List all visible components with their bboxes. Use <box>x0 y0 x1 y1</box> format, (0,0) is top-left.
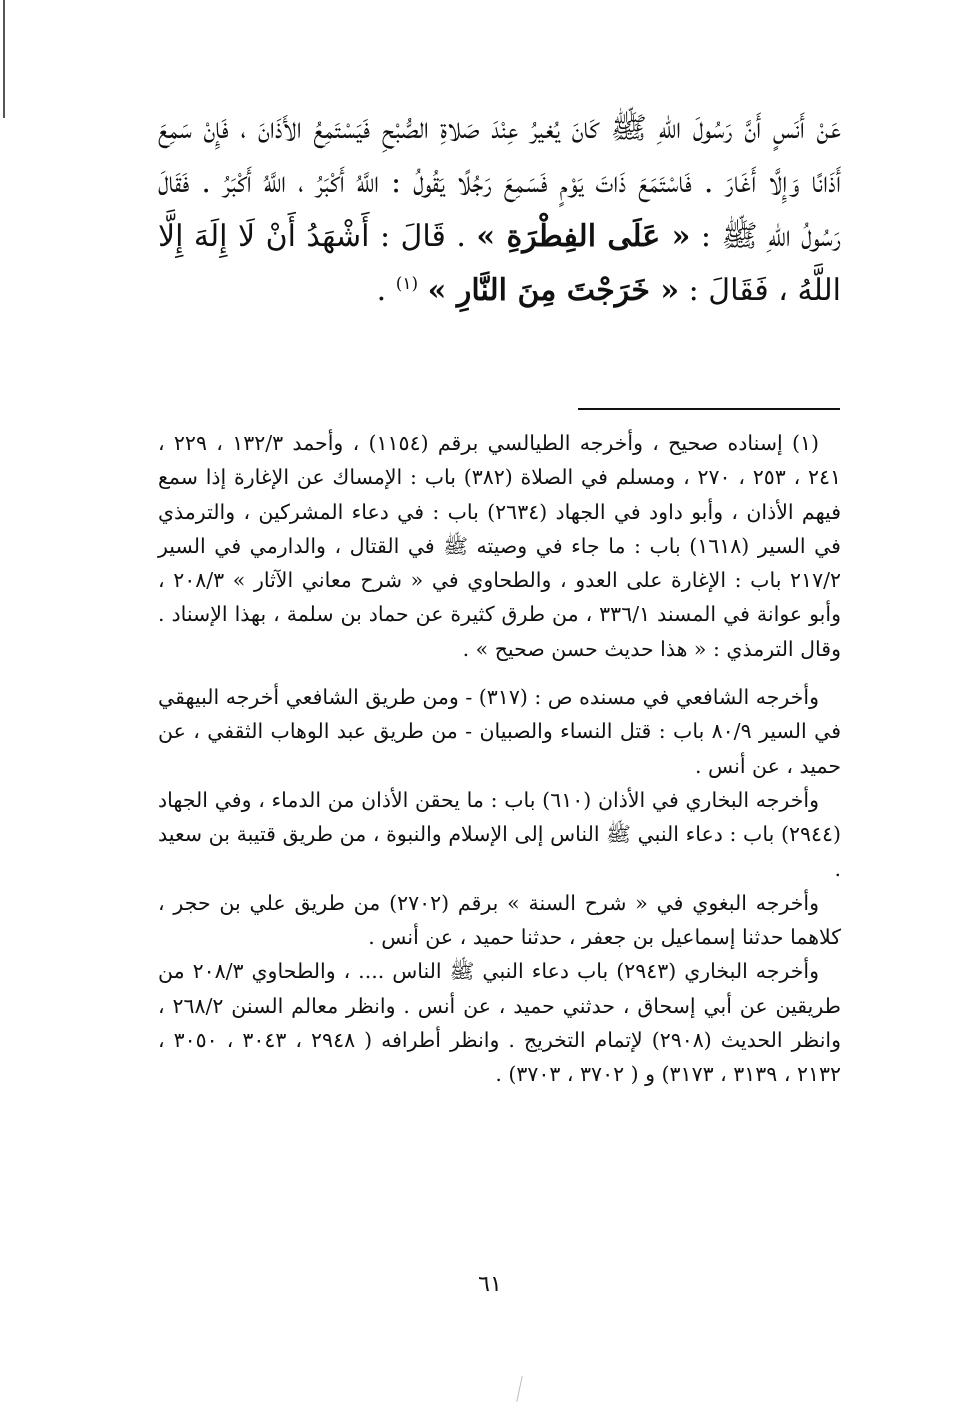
hadith-quote-nar: « خَرَجْتَ مِنَ النَّارِ » <box>427 273 680 308</box>
page-edge-line <box>3 0 5 118</box>
page-number: ٦١ <box>478 1272 502 1297</box>
footnote-paragraph-5: وأخرجه البخاري (٢٩٤٣) باب دعاء النبي ﷺ الناس .... ، والطحاوي ٢٠٨/٣ من طريقين عن أبي إسحاق ، حدثني حميد ، عن أنس . وانظر معالم السنن ٢٦٨/٢ ، وانظر الحديث (٢٩٠٨) لإتمام التخريج . وانظر أطرافه ( ٢٩٤٨ ، ٣٠٤٣ ، ٣٠٥٠ ، ٢١٣٢ ، ٣١٣٩ ، ٣١٧٣) و ( ٣٧٠٢ ، ٣٧٠٣) . <box>158 959 842 1087</box>
footnote-paragraph-2: وأخرجه الشافعي في مسنده ص : (٣١٧) - ومن طريق الشافعي أخرجه البيهقي في السير ٨٠/٩ باب : قتل النساء والصبيان - من طريق عبد الوهاب الثقفي ، عن حميد ، عن أنس . <box>158 685 841 778</box>
hadith-middle: . قَالَ : أَشْهَدُ أَنْ لَا إِلَهَ إِلَّا اللَّهُ ، فَقَالَ : <box>158 219 841 308</box>
footnote-reference: (١) <box>395 274 419 294</box>
footnote-paragraph-4: وأخرجه البغوي في « شرح السنة » برقم (٢٧٠٢) من طريق علي بن حجر ، كلاهما حدثنا إسماعيل بن جعفر ، حدثنا حميد ، عن أنس . <box>158 890 841 950</box>
hadith-end: . <box>376 273 387 308</box>
footnote-separator <box>578 408 840 410</box>
hadith-paragraph <box>158 102 841 318</box>
hadith-narration: عَنْ أَنَسٍ أَنَّ رَسُولَ اللهِ ﷺ كَانَ يُغيرُ عِنْدَ صَلاةِ الصُّبْحِ فَيَسْتَمِعُ الأَذَانَ ، فَإِنْ سَمِعَ أَذَانًا وَإِلَّا أَغَارَ . فَاسْتَمَعَ ذَاتَ يَوْمٍ فَسَمِعَ رَجُلًا يَقُولُ : اللَّهُ أَكْبَرُ ، اللَّهُ أَكْبَرُ . فَقَالَ رَسُولُ اللهِ ﷺ : <box>158 111 842 254</box>
hadith-text <box>158 102 841 318</box>
footnote-paragraph-3: وأخرجه البخاري في الأذان (٦١٠) باب : ما يحقن الأذان من الدماء ، وفي الجهاد (٢٩٤٤) باب : دعاء النبي ﷺ الناس إلى الإسلام والنبوة ، من طريق قتيبة بن سعيد . <box>158 787 841 881</box>
footnote-1: (١) إسناده صحيح ، وأخرجه الطيالسي برقم (١١٥٤) ، وأحمد ١٣٢/٣ ، ٢٢٩ ، ٢٤١ ، ٢٥٣ ، ٢٧٠ ، ومسلم في الصلاة (٣٨٢) باب : الإمساك عن الإغارة إذا سمع فيهم الأذان ، وأبو داود في الجهاد (٢٦٣٤) باب : في دعاء المشركين ، والترمذي في السير (١٦١٨) باب : ما جاء في وصيته ﷺ في القتال ، والدارمي في السير ٢١٧/٢ باب : الإغارة على العدو ، والطحاوي في « شرح معاني الآثار » ٢٠٨/٣ ، وأبو عوانة في المسند ٣٣٦/١ ، من طرق كثيرة عن حماد بن سلمة ، بهذا الإسناد . وقال الترمذي : « هذا حديث حسن صحيح » . <box>158 431 842 661</box>
scan-mark <box>516 1376 522 1402</box>
hadith-quote-fitra: « عَلَى الفِطْرَةِ » <box>476 219 691 254</box>
footnotes <box>158 426 841 1092</box>
